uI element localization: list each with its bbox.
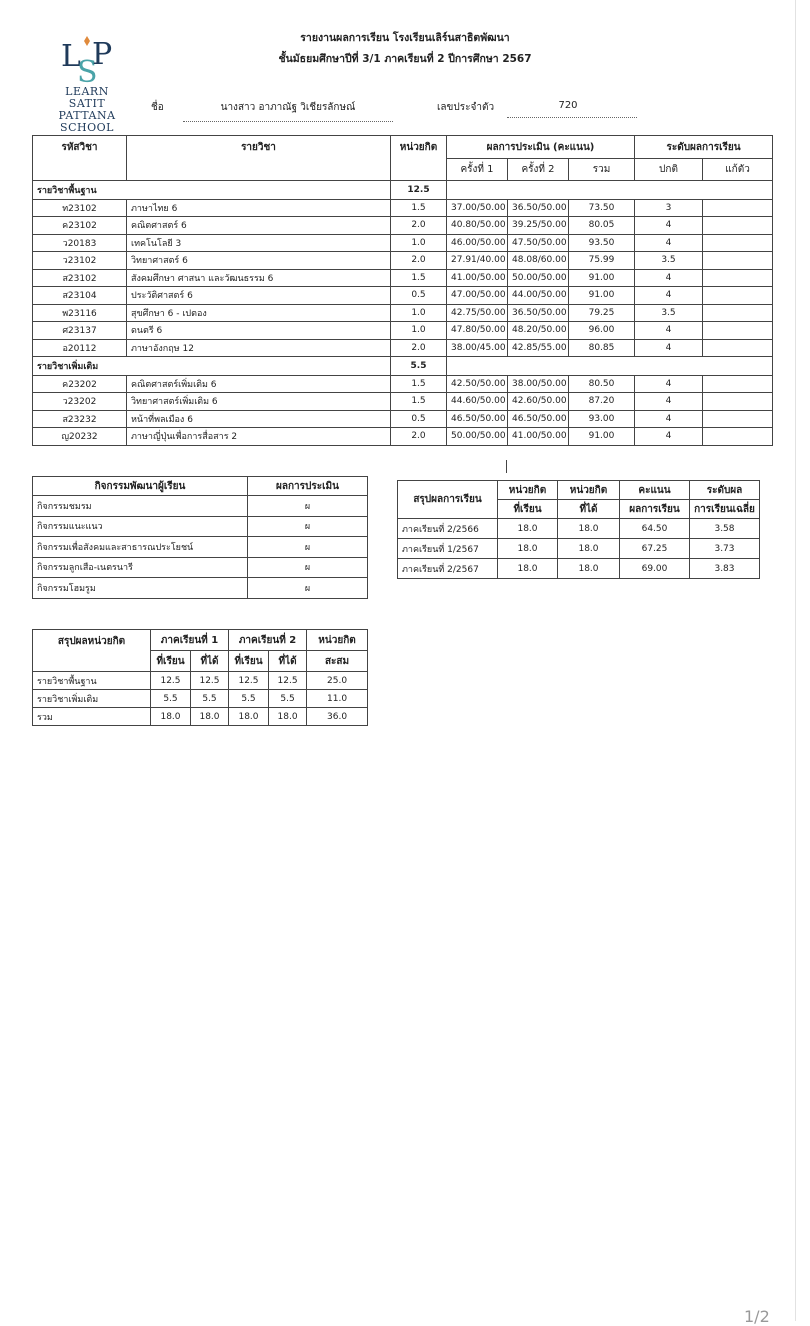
grade-remedial [703, 234, 773, 252]
summary-header-earned-2: ที่ได้ [558, 500, 620, 519]
credit-accumulated: 25.0 [307, 672, 368, 690]
credit-t2-studied: 5.5 [229, 690, 269, 708]
subject-name: ดนตรี 6 [127, 322, 391, 340]
table-row [33, 287, 773, 305]
svg-text:P: P [92, 37, 113, 72]
summary-header-earned-1: หน่วยกิต [558, 481, 620, 500]
credits-table [32, 629, 368, 726]
subject-code: ว23102 [33, 252, 127, 270]
summary-header-label: สรุปผลการเรียน [398, 481, 498, 519]
name-label: ชื่อ [151, 102, 164, 113]
report-title: รายงานผลการเรียน โรงเรียนเลิร์นสาธิตพัฒนา [300, 32, 510, 44]
header-code: รหัสวิชา [33, 136, 127, 181]
summary-gpa: 3.83 [690, 559, 760, 579]
grade-normal: 4 [635, 269, 703, 287]
score-round-1: 47.00/50.00 [447, 287, 508, 305]
subject-name: เทคโนโลยี 3 [127, 234, 391, 252]
score-round-2: 42.60/50.00 [508, 393, 569, 411]
credits-body [33, 672, 368, 726]
group-row [33, 181, 773, 200]
credit-accumulated: 36.0 [307, 708, 368, 726]
subject-code: ส23102 [33, 269, 127, 287]
score-total: 93.50 [569, 234, 635, 252]
table-row [33, 217, 773, 235]
credit-accumulated: 11.0 [307, 690, 368, 708]
school-logo [42, 32, 132, 134]
summary-row [398, 519, 760, 539]
grade-remedial [703, 339, 773, 357]
subject-code: ค23202 [33, 375, 127, 393]
header-round-1: ครั้งที่ 1 [447, 159, 508, 181]
grade-remedial [703, 199, 773, 217]
header-credit: หน่วยกิต [391, 136, 447, 181]
subject-code: ว20183 [33, 234, 127, 252]
score-round-1: 47.80/50.00 [447, 322, 508, 340]
score-total: 80.50 [569, 375, 635, 393]
score-round-1: 46.00/50.00 [447, 234, 508, 252]
summary-header-studied-2: ที่เรียน [498, 500, 558, 519]
score-round-2: 39.25/50.00 [508, 217, 569, 235]
activities-table [32, 476, 368, 599]
summary-header-score-2: ผลการเรียน [620, 500, 690, 519]
score-total: 93.00 [569, 410, 635, 428]
logo-line-1: LEARN [65, 85, 109, 98]
group-title: รายวิชาพื้นฐาน [33, 181, 391, 200]
score-round-1: 50.00/50.00 [447, 428, 508, 446]
credits-header-row-1 [33, 630, 368, 651]
activity-result: ผ [248, 516, 368, 537]
subject-credit: 0.5 [391, 410, 447, 428]
subject-name: สุขศึกษา 6 - เปตอง [127, 304, 391, 322]
summary-gpa: 3.58 [690, 519, 760, 539]
group-credit: 12.5 [391, 181, 447, 200]
grade-normal: 4 [635, 287, 703, 305]
score-round-1: 46.50/50.00 [447, 410, 508, 428]
logo-line-3: SCHOOL [60, 121, 114, 134]
activity-name: กิจกรรมโฮมรูม [33, 578, 248, 599]
subject-credit: 1.5 [391, 375, 447, 393]
summary-studied: 18.0 [498, 559, 558, 579]
credits-header-acc-1: หน่วยกิต [307, 630, 368, 651]
grade-remedial [703, 287, 773, 305]
subject-code: ว23202 [33, 393, 127, 411]
score-round-2: 41.00/50.00 [508, 428, 569, 446]
credit-label: รายวิชาพื้นฐาน [33, 672, 151, 690]
student-id: 720 [558, 100, 578, 111]
credits-header-t1-earned: ที่ได้ [191, 651, 229, 672]
subject-name: หน้าที่พลเมือง 6 [127, 410, 391, 428]
header-grade: ระดับผลการเรียน [635, 136, 773, 159]
grade-normal: 4 [635, 428, 703, 446]
subject-name: ภาษาไทย 6 [127, 199, 391, 217]
score-round-2: 50.00/50.00 [508, 269, 569, 287]
score-round-1: 27.91/40.00 [447, 252, 508, 270]
grade-remedial [703, 428, 773, 446]
summary-studied: 18.0 [498, 539, 558, 559]
grade-normal: 3.5 [635, 252, 703, 270]
header-normal: ปกติ [635, 159, 703, 181]
score-total: 91.00 [569, 269, 635, 287]
summary-header-score-1: คะแนน [620, 481, 690, 500]
group-title: รายวิชาเพิ่มเติม [33, 357, 391, 376]
table-divider [506, 460, 507, 473]
table-row [33, 322, 773, 340]
score-round-2: 38.00/50.00 [508, 375, 569, 393]
score-round-2: 42.85/55.00 [508, 339, 569, 357]
credit-t1-earned: 5.5 [191, 690, 229, 708]
score-round-2: 44.00/50.00 [508, 287, 569, 305]
activity-row [33, 537, 368, 558]
subject-credit: 2.0 [391, 252, 447, 270]
summary-header-row-1 [398, 481, 760, 500]
grade-remedial [703, 410, 773, 428]
grade-remedial [703, 252, 773, 270]
credits-header-t1-studied: ที่เรียน [151, 651, 191, 672]
summary-term: ภาคเรียนที่ 1/2567 [398, 539, 498, 559]
table-row [33, 339, 773, 357]
score-round-2: 48.08/60.00 [508, 252, 569, 270]
grade-normal: 4 [635, 410, 703, 428]
header-subject: รายวิชา [127, 136, 391, 181]
grade-normal: 4 [635, 393, 703, 411]
grade-remedial [703, 322, 773, 340]
subject-name: ภาษาญี่ปุ่นเพื่อการสื่อสาร 2 [127, 428, 391, 446]
subject-credit: 2.0 [391, 428, 447, 446]
grade-normal: 3.5 [635, 304, 703, 322]
table-row [33, 304, 773, 322]
activity-result: ผ [248, 537, 368, 558]
activity-result: ผ [248, 557, 368, 578]
score-round-1: 38.00/45.00 [447, 339, 508, 357]
grades-body [33, 181, 773, 446]
credit-t2-studied: 18.0 [229, 708, 269, 726]
summary-score: 67.25 [620, 539, 690, 559]
grade-normal: 4 [635, 375, 703, 393]
summary-table [397, 480, 760, 579]
table-row [33, 393, 773, 411]
score-round-1: 40.80/50.00 [447, 217, 508, 235]
group-row [33, 357, 773, 376]
grade-remedial [703, 269, 773, 287]
activities-header-name: กิจกรรมพัฒนาผู้เรียน [33, 477, 248, 496]
summary-score: 64.50 [620, 519, 690, 539]
grade-normal: 3 [635, 199, 703, 217]
summary-term: ภาคเรียนที่ 2/2566 [398, 519, 498, 539]
credit-row [33, 672, 368, 690]
score-round-2: 36.50/50.00 [508, 199, 569, 217]
activity-row [33, 496, 368, 517]
activity-row [33, 516, 368, 537]
summary-studied: 18.0 [498, 519, 558, 539]
table-row [33, 252, 773, 270]
score-round-1: 41.00/50.00 [447, 269, 508, 287]
header-assessment: ผลการประเมิน (คะแนน) [447, 136, 635, 159]
score-round-1: 37.00/50.00 [447, 199, 508, 217]
subject-name: ประวัติศาสตร์ 6 [127, 287, 391, 305]
activity-result: ผ [248, 578, 368, 599]
header-total: รวม [569, 159, 635, 181]
activity-name: กิจกรรมชมรม [33, 496, 248, 517]
table-row [33, 234, 773, 252]
score-total: 79.25 [569, 304, 635, 322]
subject-code: ส23232 [33, 410, 127, 428]
score-round-2: 47.50/50.00 [508, 234, 569, 252]
credit-t1-studied: 18.0 [151, 708, 191, 726]
student-name: นางสาว อาภาณัฐ วิเชียรลักษณ์ [183, 100, 393, 122]
group-credit: 5.5 [391, 357, 447, 376]
header-remedial: แก้ตัว [703, 159, 773, 181]
subject-name: ภาษาอังกฤษ 12 [127, 339, 391, 357]
subject-credit: 1.5 [391, 393, 447, 411]
subject-credit: 1.0 [391, 234, 447, 252]
subject-credit: 2.0 [391, 339, 447, 357]
score-total: 91.00 [569, 287, 635, 305]
grade-remedial [703, 304, 773, 322]
credit-t2-earned: 12.5 [269, 672, 307, 690]
score-total: 80.85 [569, 339, 635, 357]
credits-header-t2-studied: ที่เรียน [229, 651, 269, 672]
subject-name: วิทยาศาสตร์เพิ่มเติม 6 [127, 393, 391, 411]
subject-name: สังคมศึกษา ศาสนา และวัฒนธรรม 6 [127, 269, 391, 287]
student-id-field [507, 100, 637, 118]
credits-header-acc-2: สะสม [307, 651, 368, 672]
table-row [33, 428, 773, 446]
credits-header-label: สรุปผลหน่วยกิต [33, 630, 151, 672]
table-row [33, 410, 773, 428]
credit-t2-studied: 12.5 [229, 672, 269, 690]
credit-t2-earned: 18.0 [269, 708, 307, 726]
score-total: 87.20 [569, 393, 635, 411]
activity-row [33, 557, 368, 578]
subject-code: อ20112 [33, 339, 127, 357]
activities-header-row [33, 477, 368, 496]
summary-header-gpa-1: ระดับผล [690, 481, 760, 500]
score-total: 96.00 [569, 322, 635, 340]
summary-header-gpa-2: การเรียนเฉลี่ย [690, 500, 760, 519]
summary-term: ภาคเรียนที่ 2/2567 [398, 559, 498, 579]
credit-label: รวม [33, 708, 151, 726]
score-total: 73.50 [569, 199, 635, 217]
summary-score: 69.00 [620, 559, 690, 579]
score-round-2: 36.50/50.00 [508, 304, 569, 322]
score-total: 80.05 [569, 217, 635, 235]
subject-code: ค23102 [33, 217, 127, 235]
table-row [33, 375, 773, 393]
page-indicator: 1/2 [744, 1307, 770, 1326]
group-blank [447, 357, 773, 376]
group-blank [447, 181, 773, 200]
subject-name: คณิตศาสตร์เพิ่มเติม 6 [127, 375, 391, 393]
activities-body [33, 496, 368, 599]
lsp-logo-mark [42, 32, 132, 86]
table-row [33, 199, 773, 217]
table-row [33, 269, 773, 287]
score-total: 91.00 [569, 428, 635, 446]
credit-t1-earned: 12.5 [191, 672, 229, 690]
grade-remedial [703, 375, 773, 393]
grade-normal: 4 [635, 217, 703, 235]
logo-emblem-icon [42, 32, 132, 86]
summary-earned: 18.0 [558, 559, 620, 579]
subject-credit: 0.5 [391, 287, 447, 305]
credit-t2-earned: 5.5 [269, 690, 307, 708]
grade-remedial [703, 217, 773, 235]
summary-row [398, 559, 760, 579]
grade-normal: 4 [635, 234, 703, 252]
svg-text:S: S [77, 55, 98, 86]
score-round-1: 42.75/50.00 [447, 304, 508, 322]
subject-code: พ23116 [33, 304, 127, 322]
grade-remedial [703, 393, 773, 411]
score-round-1: 44.60/50.00 [447, 393, 508, 411]
subject-code: ญ20232 [33, 428, 127, 446]
score-round-2: 48.20/50.00 [508, 322, 569, 340]
activity-name: กิจกรรมแนะแนว [33, 516, 248, 537]
credit-label: รายวิชาเพิ่มเติม [33, 690, 151, 708]
subject-credit: 1.5 [391, 269, 447, 287]
summary-gpa: 3.73 [690, 539, 760, 559]
credits-header-term-1: ภาคเรียนที่ 1 [151, 630, 229, 651]
logo-line-2: SATIT PATTANA [58, 97, 116, 122]
grade-normal: 4 [635, 322, 703, 340]
activity-row [33, 578, 368, 599]
header-round-2: ครั้งที่ 2 [508, 159, 569, 181]
score-round-2: 46.50/50.00 [508, 410, 569, 428]
subject-code: ส23104 [33, 287, 127, 305]
grades-table [32, 135, 773, 446]
report-subtitle: ชั้นมัธยมศึกษาปีที่ 3/1 ภาคเรียนที่ 2 ปีการศึกษา 2567 [278, 53, 532, 65]
credits-header-term-2: ภาคเรียนที่ 2 [229, 630, 307, 651]
credits-header-t2-earned: ที่ได้ [269, 651, 307, 672]
grades-header-row [33, 136, 773, 159]
subject-credit: 1.0 [391, 304, 447, 322]
subject-code: ท23102 [33, 199, 127, 217]
credit-row [33, 690, 368, 708]
credit-row [33, 708, 368, 726]
credit-t1-studied: 5.5 [151, 690, 191, 708]
subject-name: วิทยาศาสตร์ 6 [127, 252, 391, 270]
summary-body [398, 519, 760, 579]
subject-credit: 2.0 [391, 217, 447, 235]
score-round-1: 42.50/50.00 [447, 375, 508, 393]
subject-credit: 1.0 [391, 322, 447, 340]
score-total: 75.99 [569, 252, 635, 270]
summary-header-studied-1: หน่วยกิต [498, 481, 558, 500]
grade-normal: 4 [635, 339, 703, 357]
subject-name: คณิตศาสตร์ 6 [127, 217, 391, 235]
activities-header-result: ผลการประเมิน [248, 477, 368, 496]
activity-name: กิจกรรมเพื่อสังคมและสาธารณประโยชน์ [33, 537, 248, 558]
summary-row [398, 539, 760, 559]
credit-t1-studied: 12.5 [151, 672, 191, 690]
summary-earned: 18.0 [558, 519, 620, 539]
subject-credit: 1.5 [391, 199, 447, 217]
svg-text:L: L [61, 39, 81, 74]
credit-t1-earned: 18.0 [191, 708, 229, 726]
student-id-label: เลขประจำตัว [437, 102, 495, 113]
activity-result: ผ [248, 496, 368, 517]
summary-earned: 18.0 [558, 539, 620, 559]
subject-code: ศ23137 [33, 322, 127, 340]
activity-name: กิจกรรมลูกเสือ-เนตรนารี [33, 557, 248, 578]
